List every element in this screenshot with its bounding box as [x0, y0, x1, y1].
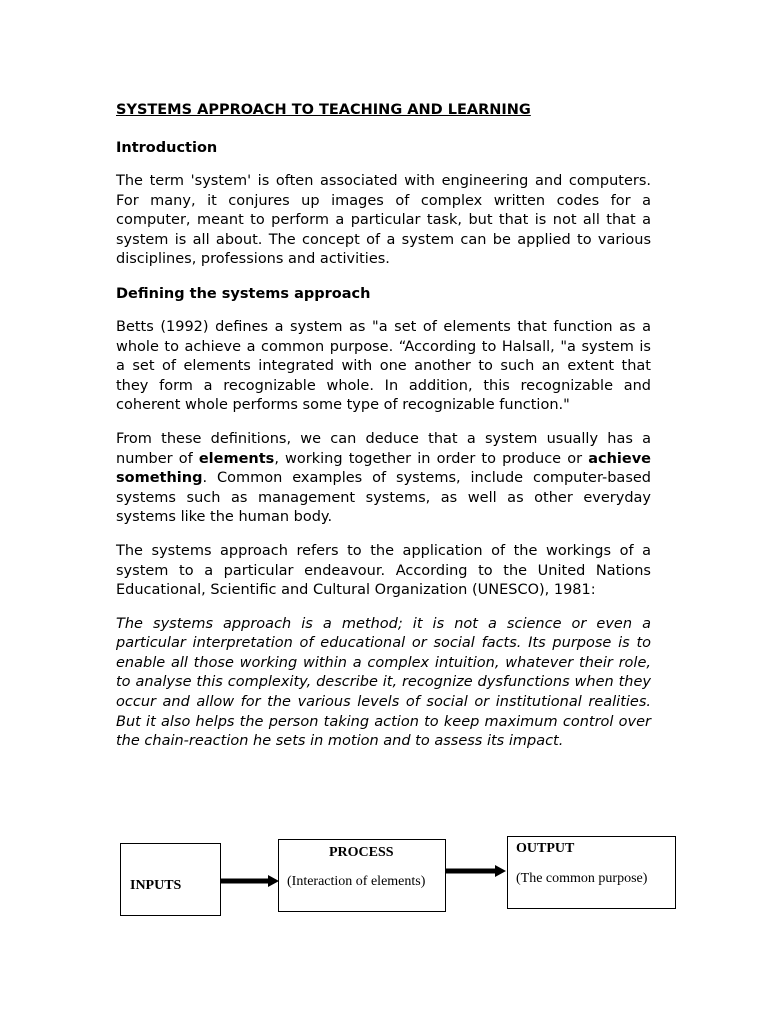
document-body: [116, 100, 651, 766]
deduce-bold-achieve: achieve something: [116, 450, 651, 487]
process-description: (Interaction of elements): [287, 874, 426, 889]
deduce-bold-elements: elements: [198, 450, 275, 467]
deduce-text-3: . Common examples of systems, include computer-based systems such as management systems, as well as other everyday systems like the human body.: [116, 470, 651, 526]
deduce-paragraph: [116, 430, 651, 528]
inputs-box: [120, 843, 221, 916]
deduce-text-2: , working together in order to produce or: [274, 450, 589, 467]
defining-heading: Defining the systems approach: [116, 285, 371, 302]
inputs-label: INPUTS: [130, 878, 182, 893]
unesco-quote: The systems approach is a method; it is not a science or even a particular interpretation of educational or social facts. Its purpose is to enable all those working within a complex intuition, whatever their role, to analyse this complexity, describe it, recognize dysfunctions when they occur and allow for the various levels of social or institutional realities. But it also helps the person taking action to keep maximum control over the chain-reaction he sets in motion and to assess its impact.: [116, 615, 651, 750]
betts-paragraph: Betts (1992) defines a system as "a set of elements that function as a whole to achieve a common purpose. “According to Halsall, "a system is a set of elements integrated with one another to such an extent that they form a recognizable whole. In addition, this recognizable and coherent whole performs some type of recognizable function.": [116, 318, 651, 414]
deduce-text-1: From these definitions, we can deduce that a system usually has a number of: [116, 430, 651, 467]
output-box: [507, 836, 676, 909]
application-paragraph: The systems approach refers to the application of the workings of a system to a particular endeavour. According to the United Nations Educational, Scientific and Cultural Organization (UNESCO), 1981:: [116, 542, 651, 599]
process-label: PROCESS: [329, 845, 394, 860]
document-title: SYSTEMS APPROACH TO TEACHING AND LEARNING: [116, 102, 531, 118]
arrow-process-to-output: [445, 865, 506, 877]
output-label: OUTPUT: [516, 841, 575, 856]
process-box: [278, 839, 446, 912]
output-description: (The common purpose): [516, 871, 648, 886]
intro-paragraph: The term 'system' is often associated with engineering and computers. For many, it conjures up images of complex written codes for a computer, meant to perform a particular task, but that is not all that a system is all about. The concept of a system can be applied to various disciplines, professions and activities.: [116, 173, 651, 268]
arrow-inputs-to-process: [221, 875, 279, 887]
intro-heading: Introduction: [116, 140, 218, 156]
